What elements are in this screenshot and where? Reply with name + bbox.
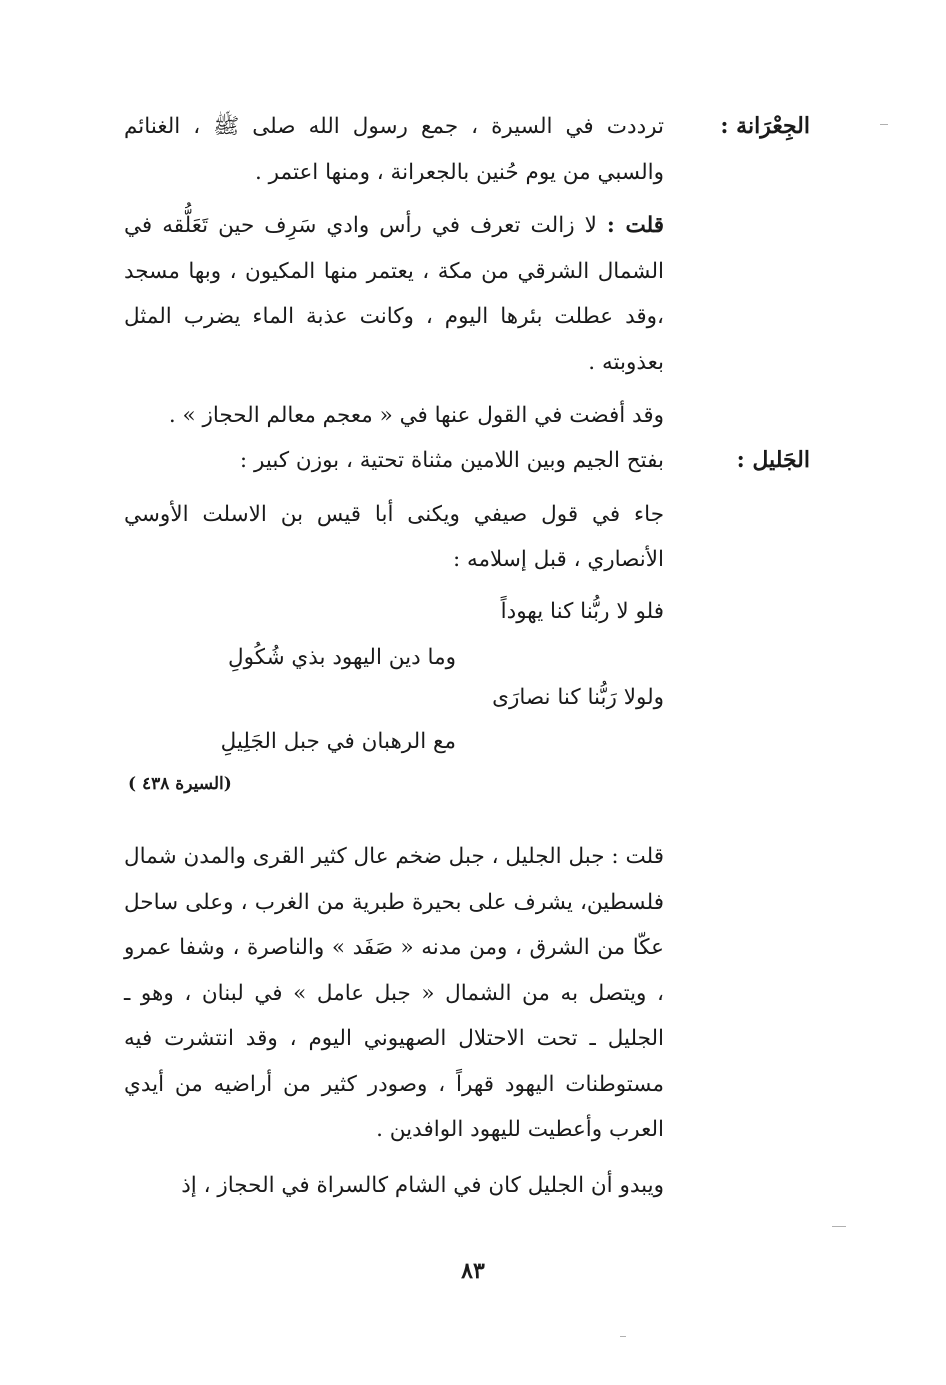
- poem-verse: وما دين اليهود بذي شُكُولِ: [227, 645, 456, 670]
- paragraph: [124, 492, 664, 583]
- paragraph: [124, 393, 664, 439]
- page-number: ٨٣: [461, 1258, 485, 1284]
- paragraph-text: بفتح الجيم وبين اللامين مثناة تحتية ، بوزن كبير :: [239, 448, 664, 473]
- poem-citation: (السيرة ٤٣٨ ): [128, 774, 232, 794]
- scan-mark: [620, 1336, 626, 1337]
- poem-verse: فلو لا ربُّنا كنا يهوداً: [500, 599, 664, 624]
- paragraph-text: ويبدو أن الجليل كان في الشام كالسراة في الحجاز ، إذ: [181, 1172, 664, 1198]
- entry-body-jalil: [124, 834, 664, 1208]
- entry-term-jiirana: الجِعْرَانة :: [720, 113, 810, 139]
- entry-term-jalil: الجَليل :: [736, 447, 810, 473]
- paragraph-text: ترددت في السيرة ، جمع رسول الله صلى ﷺ ، الغنائم والسبي من يوم حُنين بالجعرانة ، ومنها اعتمر .: [124, 114, 664, 185]
- paragraph: [124, 203, 664, 385]
- paragraph-text: لا زالت تعرف في رأس وادي سَرِف حين تَعَلُّقه في الشمال الشرقي من مكة ، يعتمر منها المكيون ، وبها مسجد ،وقد عطلت بئرها اليوم ، وكانت عذبة الماء يضرب المثل بعذوبته .: [124, 213, 664, 375]
- scan-mark: [880, 124, 888, 125]
- paragraph-lead: قلت :: [606, 213, 664, 238]
- poem-verse: مع الرهبان في جبل الجَلِيلِ: [220, 729, 456, 754]
- scan-mark: [832, 1226, 846, 1227]
- paragraph-text: قلت : جبل الجليل ، جبل ضخم عال كثير القرى والمدن شمال فلسطين، يشرف على بحيرة طبرية من الغرب ، وعلى ساحل عكّا من الشرق ، ومن مدنه « صَفَد » والناصرة ، وشفا عمرو ، ويتصل به من الشمال « جبل عامل » في لبنان ، وهو ـ الجليل ـ تحت الاحتلال الصهيوني اليوم ، وقد انتشرت فيه مستوطنات اليهود قهراً ، وصودر كثير من أراضيه من أيدي العرب وأعطيت لليهود الوافدين .: [124, 844, 664, 1142]
- paragraph: [124, 1163, 664, 1209]
- paragraph-text: جاء في قول صيفي ويكنى أبا قيس بن الاسلت الأوسي الأنصاري ، قبل إسلامه :: [124, 501, 664, 572]
- poem-verse: ولولا رَبُّنا كنا نصارَى: [492, 685, 664, 710]
- paragraph-text: وقد أفضت في القول عنها في « معجم معالم الحجاز » .: [168, 403, 664, 428]
- paragraph: [124, 104, 664, 195]
- paragraph: [124, 438, 664, 484]
- entry-intro-jalil: [124, 438, 664, 583]
- paragraph: [124, 834, 664, 1153]
- entry-body-jiirana: [124, 104, 664, 439]
